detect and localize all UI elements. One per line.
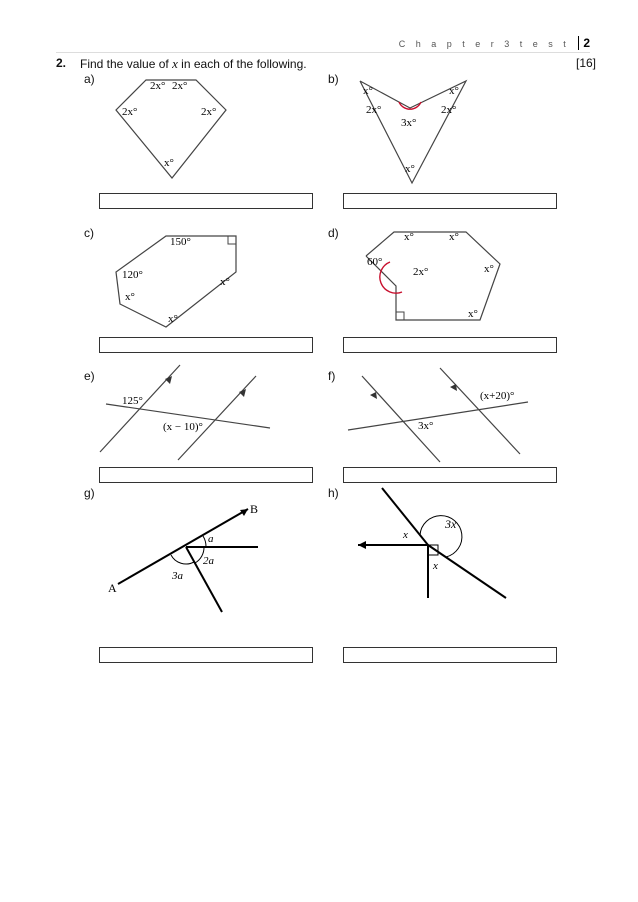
angle-b-2: x° [449, 85, 459, 97]
angle-d-3: 60° [367, 256, 383, 268]
angle-b-5: 3x° [401, 117, 417, 129]
angle-a-4: 2x° [201, 106, 217, 118]
part-b-label: b) [328, 72, 339, 86]
part-f-label: f) [328, 369, 336, 383]
angle-a-5: x° [164, 157, 174, 169]
angle-a-3: 2x° [122, 106, 138, 118]
question-number: 2. [56, 56, 67, 70]
angle-c-4: x° [125, 291, 135, 303]
question-marks: [16] [575, 56, 596, 70]
angle-e-1: 125° [122, 395, 143, 407]
question-text-before: Find the value of [80, 57, 173, 71]
page-number: 2 [578, 36, 590, 50]
chapter-title: C h a p t e r 3 t e s t [398, 39, 570, 49]
angle-b-4: 2x° [441, 104, 457, 116]
angle-g-2: 2a [203, 555, 214, 567]
angle-b-6: x° [405, 163, 415, 175]
angle-f-1: (x+20)° [480, 390, 515, 402]
angle-d-5: x° [484, 263, 494, 275]
angle-g-3: 3a [172, 570, 183, 582]
point-g-B: B [250, 502, 259, 516]
angle-c-1: 150° [170, 236, 191, 248]
part-c-label: c) [84, 226, 94, 240]
angle-f-2: 3x° [418, 420, 434, 432]
angle-c-3: x° [220, 276, 230, 288]
angle-c-2: 120° [122, 269, 143, 281]
angle-h-2: 3x [445, 517, 457, 531]
part-a-label: a) [84, 72, 95, 86]
angle-b-1: x° [363, 85, 373, 97]
angle-h-3: x [433, 560, 438, 572]
angle-h-1: x [403, 529, 408, 541]
question-variable: x [172, 56, 178, 71]
point-g-A: A [108, 581, 117, 595]
part-g-label: g) [84, 486, 95, 500]
angle-d-1: x° [404, 231, 414, 243]
question-text-after: in each of the following. [177, 57, 307, 71]
angle-g-1: a [208, 533, 214, 545]
angle-d-6: x° [468, 308, 478, 320]
angle-d-4: 2x° [413, 266, 429, 278]
angle-e-2: (x − 10)° [163, 421, 203, 433]
part-d-label: d) [328, 226, 339, 240]
part-h-label: h) [328, 486, 339, 500]
angle-c-5: x° [168, 313, 178, 325]
angle-a-2: 2x° [172, 80, 188, 92]
angle-d-2: x° [449, 231, 459, 243]
part-e-label: e) [84, 369, 95, 383]
angle-b-3: 2x° [366, 104, 382, 116]
angle-a-1: 2x° [150, 80, 166, 92]
